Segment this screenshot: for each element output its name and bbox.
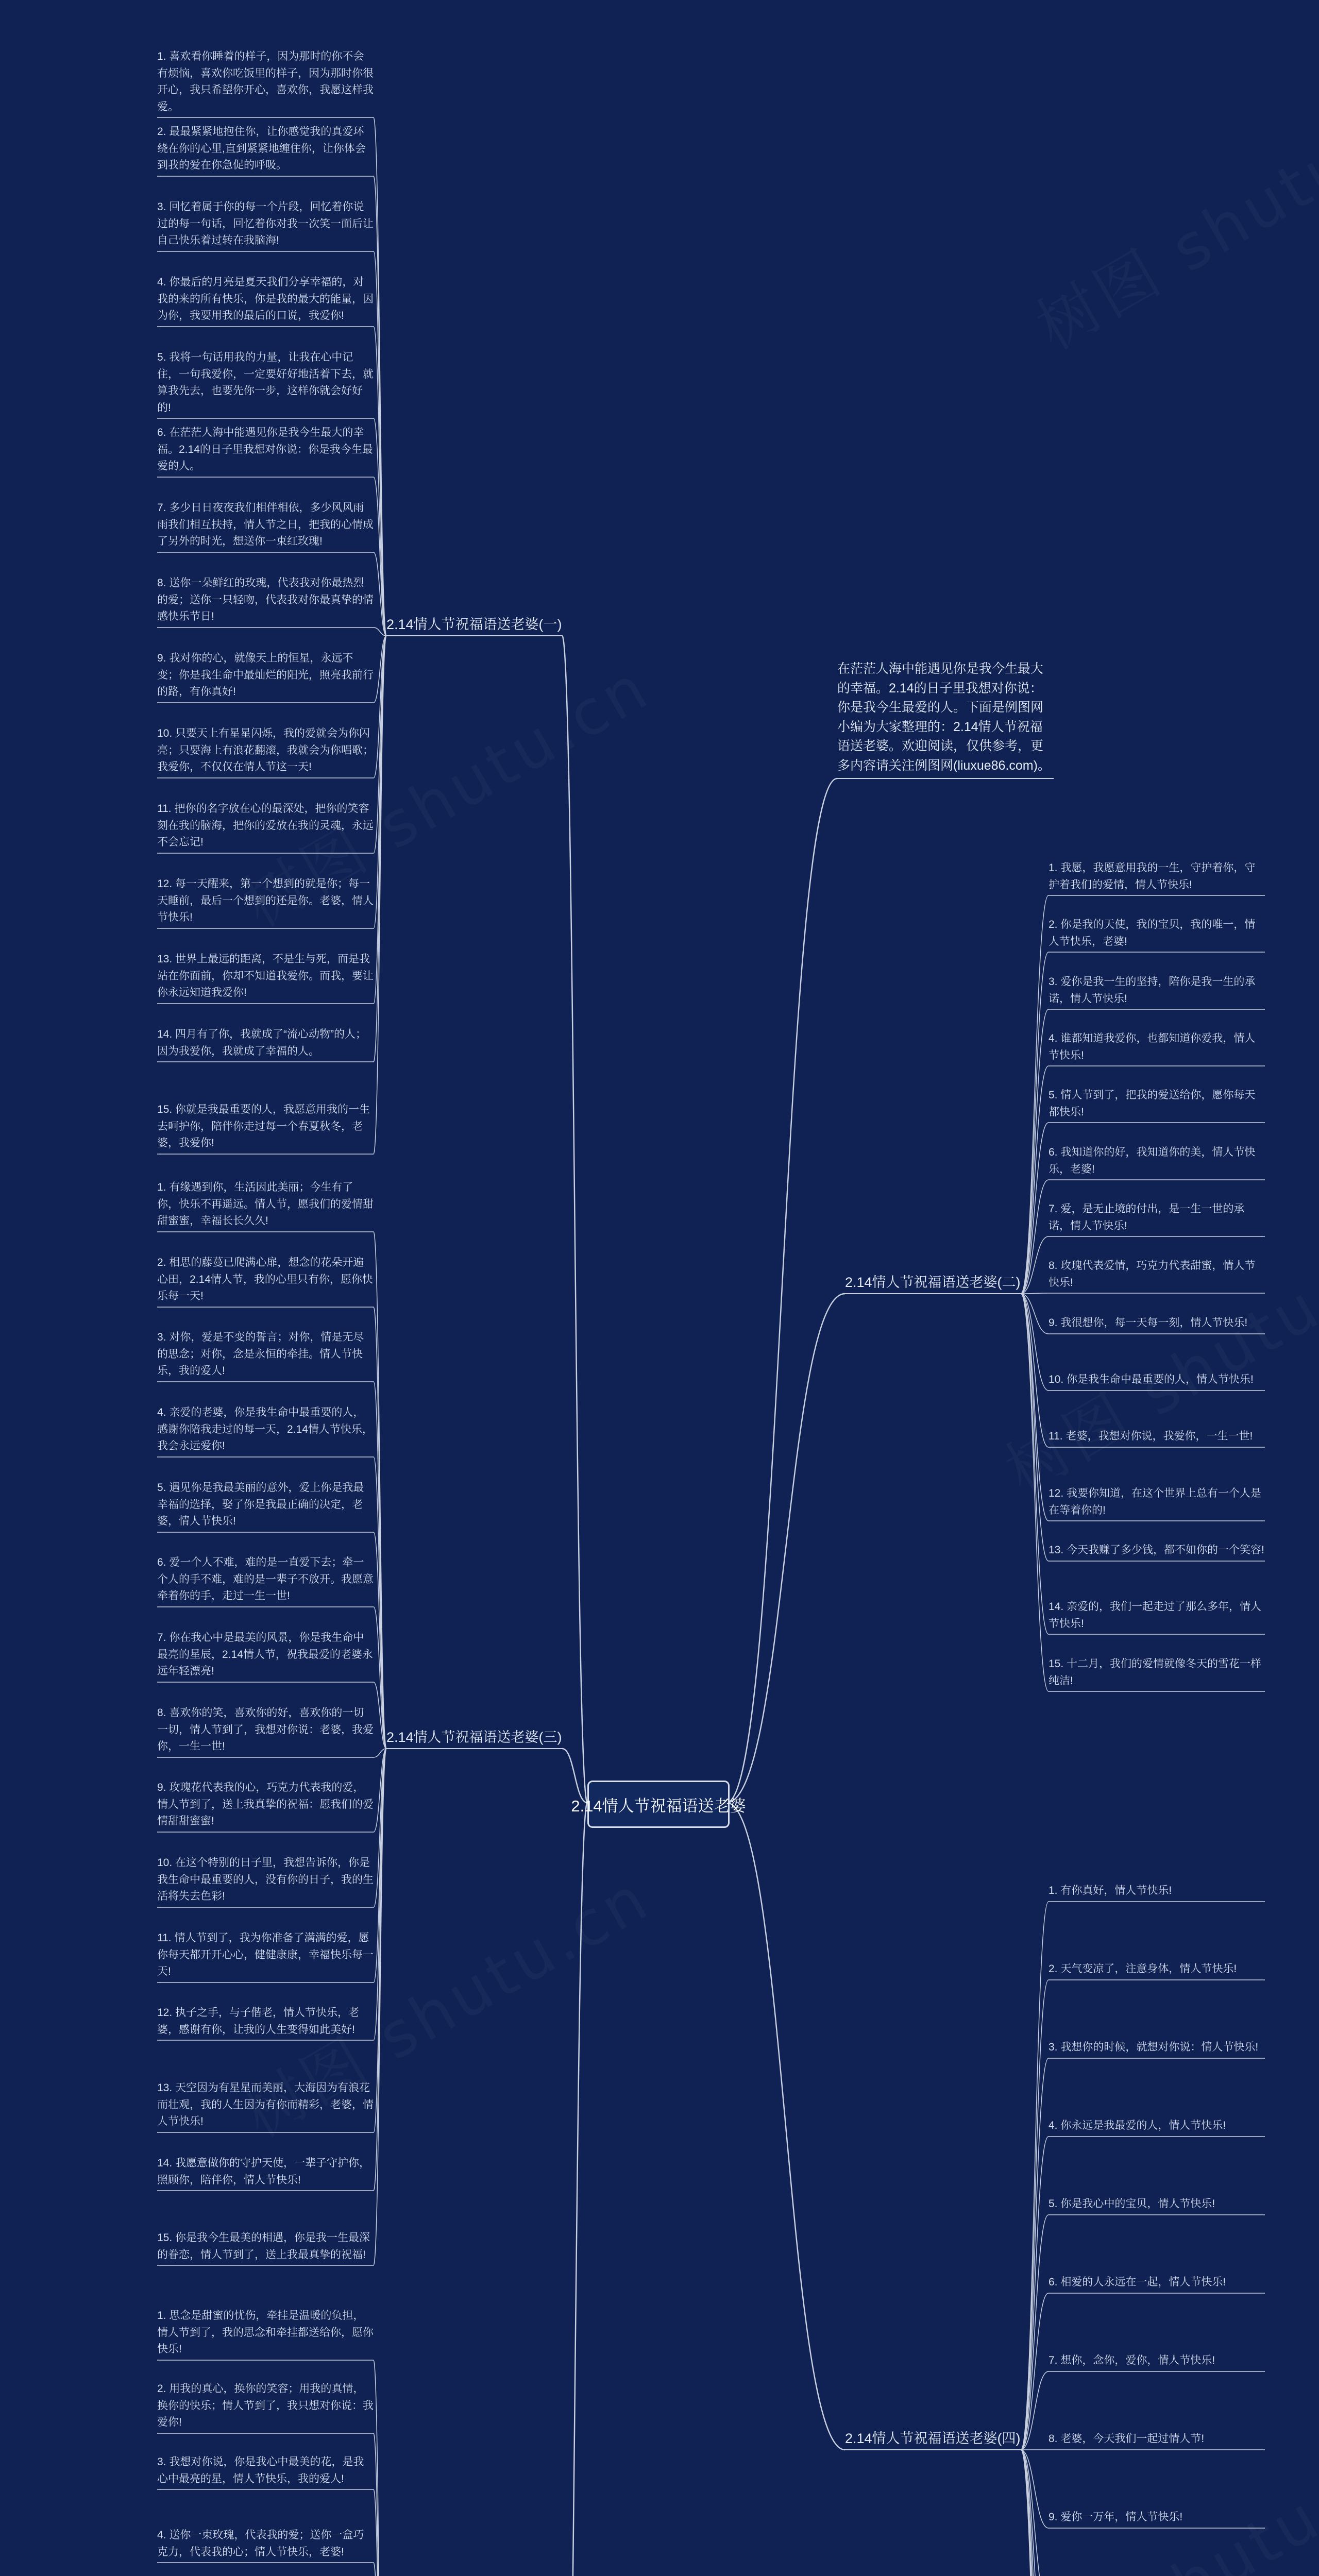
leaf-text[interactable]: 2. 天气变凉了，注意身体，情人节快乐! — [1049, 1963, 1237, 1975]
connector-line — [1021, 952, 1049, 1294]
leaf-text[interactable]: 1. 有缘遇到你，生活因此美丽；今生有了你，快乐不再遥远。情人节，愿我们的爱情甜甜蜜蜜，幸福长长久久! — [157, 1181, 374, 1227]
connector-line — [374, 636, 386, 1004]
connector-line — [1021, 1180, 1049, 1294]
leaf-text[interactable]: 2. 最最紧紧地抱住你，让你感觉我的真爱环绕在你的心里,直到紧紧地缠住你，让你体会到我的爱在你急促的呼吸。 — [157, 126, 366, 172]
leaf-text[interactable]: 7. 你在我心中是最美的风景，你是我生命中最亮的星辰，2.14情人节，祝我最爱的老婆永远年轻漂亮! — [157, 1632, 373, 1677]
leaf-text[interactable]: 15. 你就是我最重要的人，我愿意用我的一生去呵护你，陪伴你走过每一个春夏秋冬，老婆，我爱你! — [157, 1104, 370, 1149]
leaf-text[interactable]: 7. 想你，念你，爱你，情人节快乐! — [1049, 2354, 1215, 2366]
leaf-text[interactable]: 9. 玫瑰花代表我的心，巧克力代表我的爱，情人节到了，送上我真挚的祝福：愿我们的爱情甜甜蜜蜜! — [157, 1782, 374, 1827]
leaf-text[interactable]: 14. 四月有了你，我就成了“流心动物”的人；因为我爱你，我就成了幸福的人。 — [157, 1028, 367, 1057]
leaf-text[interactable]: 2. 你是我的天使，我的宝贝，我的唯一，情人节快乐，老婆! — [1049, 919, 1256, 947]
leaf-text[interactable]: 13. 今天我赚了多少钱，都不如你的一个笑容! — [1049, 1544, 1264, 1556]
leaf-text[interactable]: 1. 我愿，我愿意用我的一生，守护着你，守护着我们的爱情，情人节快乐! — [1049, 862, 1256, 891]
connector-line — [374, 1749, 386, 2191]
leaf-text[interactable]: 8. 老婆，今天我们一起过情人节! — [1049, 2433, 1205, 2445]
leaf-text[interactable]: 10. 只要天上有星星闪烁，我的爱就会为你闪亮；只要海上有浪花翻滚，我就会为你唱歌；我爱你，不仅仅在情人节这一天! — [157, 727, 374, 773]
connector-line — [1021, 1294, 1049, 1691]
connector-line — [374, 1749, 386, 2132]
root-node[interactable]: 2.14情人节祝福语送老婆 — [587, 1781, 730, 1828]
leaf-text[interactable]: 9. 我很想你，每一天每一刻，情人节快乐! — [1049, 1317, 1248, 1329]
connector-line — [1021, 1980, 1049, 2450]
leaf-text[interactable]: 2. 相思的藤蔓已爬满心扉，想念的花朵开遍心田，2.14情人节，我的心里只有你，愿你快乐每一天! — [157, 1257, 373, 1302]
leaf-text[interactable]: 8. 送你一朵鲜红的玫瑰，代表我对你最热烈的爱；送你一只轻吻，代表我对你最真挚的情感快乐节日! — [157, 577, 374, 623]
leaf-text[interactable]: 5. 你是我心中的宝贝，情人节快乐! — [1049, 2198, 1215, 2210]
leaf-text[interactable]: 12. 每一天醒来，第一个想到的就是你；每一天睡前，最后一个想到的还是你。老婆，情人节快乐! — [157, 878, 374, 924]
connector-line — [374, 2360, 386, 2576]
connector-line — [374, 251, 386, 636]
leaf-text[interactable]: 10. 你是我生命中最重要的人，情人节快乐! — [1049, 1374, 1254, 1385]
connector-line — [1021, 2293, 1049, 2450]
leaf-text[interactable]: 9. 我对你的心，就像天上的恒星，永远不变；你是我生命中最灿烂的阳光，照亮我前行的路，有你真好! — [157, 652, 374, 698]
leaf-text[interactable]: 12. 我要你知道，在这个世界上总有一个人是在等着你的! — [1049, 1487, 1262, 1516]
leaf-text[interactable]: 6. 在茫茫人海中能遇见你是我今生最大的幸福。2.14的日子里我想对你说：你是我今生最爱的人。 — [157, 427, 373, 472]
intro-text[interactable]: 在茫茫人海中能遇见你是我今生最大的幸福。2.14的日子里我想对你说：你是我今生最爱的人。下面是例图网小编为大家整理的：2.14情人节祝福语送老婆。欢迎阅读，仅供参考，更多内容请关注例图网(liuxue86.com)。 — [837, 662, 1051, 773]
branch-label[interactable]: 2.14情人节祝福语送老婆(一) — [386, 617, 562, 632]
connector-line — [726, 1803, 845, 2450]
leaf-text[interactable]: 3. 对你，爱是不变的誓言；对你，情是无尽的思念；对你，念是永恒的牵挂。情人节快乐，我的爱人! — [157, 1331, 364, 1377]
leaf-text[interactable]: 11. 把你的名字放在心的最深处，把你的笑容刻在我的脑海，把你的爱放在我的灵魂，永远不会忘记! — [157, 803, 374, 849]
connector-line — [374, 176, 386, 636]
leaf-text[interactable]: 5. 遇见你是我最美丽的意外，爱上你是我最幸福的选择，娶了你是我最正确的决定，老婆，情人节快乐! — [157, 1482, 364, 1528]
leaf-text[interactable]: 15. 十二月，我们的爱情就像冬天的雪花一样纯洁! — [1049, 1658, 1262, 1687]
leaf-text[interactable]: 4. 送你一束玫瑰，代表我的爱；送你一盒巧克力，代表我的心；情人节快乐，老婆! — [157, 2529, 364, 2558]
leaf-text[interactable]: 6. 我知道你的好，我知道你的美，情人节快乐，老婆! — [1049, 1146, 1256, 1175]
leaf-text[interactable]: 11. 老婆，我想对你说，我爱你，一生一世! — [1049, 1430, 1253, 1442]
leaf-text[interactable]: 7. 多少日日夜夜我们相伴相依，多少风风雨雨我们相互扶持，情人节之日，把我的心情成了另外的时光，想送你一束红玫瑰! — [157, 502, 374, 548]
leaf-text[interactable]: 9. 爱你一万年，情人节快乐! — [1049, 2511, 1183, 2523]
leaf-text[interactable]: 3. 爱你是我一生的坚持，陪你是我一生的承诺，情人节快乐! — [1049, 976, 1256, 1005]
leaf-text[interactable]: 14. 我愿意做你的守护天使，一辈子守护你，照顾你，陪伴你，情人节快乐! — [157, 2157, 370, 2186]
connector-line — [726, 778, 837, 1803]
connector-line — [1021, 1294, 1049, 1561]
branch-label[interactable]: 2.14情人节祝福语送老婆(三) — [386, 1730, 562, 1745]
leaf-text[interactable]: 10. 在这个特别的日子里，我想告诉你，你是我生命中最重要的人，没有你的日子，我的生活将失去色彩! — [157, 1857, 374, 1903]
leaf-text[interactable]: 3. 我想对你说，你是我心中最美的花，是我心中最亮的星，情人节快乐，我的爱人! — [157, 2456, 364, 2485]
connector-line — [374, 2489, 386, 2576]
leaf-text[interactable]: 4. 你最后的月亮是夏天我们分享幸福的，对我的来的所有快乐，你是我的最大的能量，因为你，我要用我的最后的口说，我爱你! — [157, 276, 374, 322]
leaf-text[interactable]: 12. 执子之手，与子偕老，情人节快乐，老婆，感谢有你，让我的人生变得如此美好! — [157, 2007, 360, 2036]
connector-line — [562, 1803, 587, 2576]
connector-line — [374, 2563, 386, 2576]
leaf-text[interactable]: 14. 亲爱的，我们一起走过了那么多年，情人节快乐! — [1049, 1601, 1262, 1630]
leaf-text[interactable]: 2. 用我的真心，换你的笑容；用我的真情，换你的快乐；情人节到了，我只想对你说：我爱你! — [157, 2383, 374, 2429]
connector-line — [726, 1294, 845, 1803]
connector-line — [1021, 1293, 1049, 1294]
branch-label[interactable]: 2.14情人节祝福语送老婆(二) — [845, 1275, 1021, 1290]
leaf-text[interactable]: 5. 我将一句话用我的力量，让我在心中记住，一句我爱你，一定要好好地活着下去，就算我先去，也要先你一步，这样你就会好好的! — [157, 351, 374, 414]
connector-line — [1021, 2058, 1049, 2450]
leaf-text[interactable]: 15. 你是我今生最美的相遇，你是我一生最深的眷恋，情人节到了，送上我最真挚的祝福! — [157, 2232, 370, 2261]
leaf-text[interactable]: 4. 你永远是我最爱的人，情人节快乐! — [1049, 2120, 1226, 2131]
leaf-text[interactable]: 4. 亲爱的老婆，你是我生命中最重要的人，感谢你陪我走过的每一天，2.14情人节快乐，我会永远爱你! — [157, 1406, 373, 1452]
leaf-text[interactable]: 8. 玫瑰代表爱情，巧克力代表甜蜜，情人节快乐! — [1049, 1260, 1256, 1289]
leaf-text[interactable]: 11. 情人节到了，我为你准备了满满的爱，愿你每天都开开心心，健健康康，幸福快乐每一天! — [157, 1932, 374, 1978]
leaf-text[interactable]: 8. 喜欢你的笑，喜欢你的好，喜欢你的一切一切，情人节到了，我想对你说：老婆，我爱你，一生一世! — [157, 1707, 374, 1753]
leaf-text[interactable]: 13. 天空因为有星星而美丽，大海因为有浪花而壮观，我的人生因为有你而精彩，老婆，情人节快乐! — [157, 2082, 374, 2128]
leaf-text[interactable]: 6. 爱一个人不难，难的是一直爱下去；牵一个人的手不难，难的是一辈子不放开。我愿意牵着你的手，走过一生一世! — [157, 1556, 374, 1602]
connector-line — [1021, 1009, 1049, 1294]
leaf-text[interactable]: 7. 爱，是无止境的付出，是一生一世的承诺，情人节快乐! — [1049, 1203, 1245, 1232]
leaf-text[interactable]: 1. 思念是甜蜜的忧伤，牵挂是温暖的负担，情人节到了，我的思念和牵挂都送给你，愿你快乐! — [157, 2310, 374, 2355]
leaf-text[interactable]: 4. 谁都知道我爱你，也都知道你爱我，情人节快乐! — [1049, 1032, 1256, 1061]
leaf-text[interactable]: 3. 回忆着属于你的每一个片段，回忆着你说过的每一句话，回忆着你对我一次笑一面后让自己快乐着过转在我脑海! — [157, 201, 374, 247]
leaf-text[interactable]: 1. 有你真好，情人节快乐! — [1049, 1885, 1172, 1896]
leaf-text[interactable]: 3. 我想你的时候，就想对你说：情人节快乐! — [1049, 2041, 1259, 2053]
leaf-text[interactable]: 6. 相爱的人永远在一起，情人节快乐! — [1049, 2276, 1226, 2288]
leaf-text[interactable]: 5. 情人节到了，把我的爱送给你，愿你每天都快乐! — [1049, 1089, 1256, 1118]
connector-line — [1021, 2450, 1049, 2576]
branch-label[interactable]: 2.14情人节祝福语送老婆(四) — [845, 2431, 1021, 2446]
leaf-text[interactable]: 1. 喜欢看你睡着的样子，因为那时的你不会有烦恼，喜欢你吃饭里的样子，因为那时你很开心，我只希望你开心，喜欢你，我愿这样我爱。 — [157, 50, 374, 113]
leaf-text[interactable]: 13. 世界上最远的距离，不是生与死，而是我站在你面前，你却不知道我爱你。而我，要让你永远知道我爱你! — [157, 953, 374, 999]
connector-line — [562, 636, 587, 1803]
connector-line — [374, 1382, 386, 1749]
